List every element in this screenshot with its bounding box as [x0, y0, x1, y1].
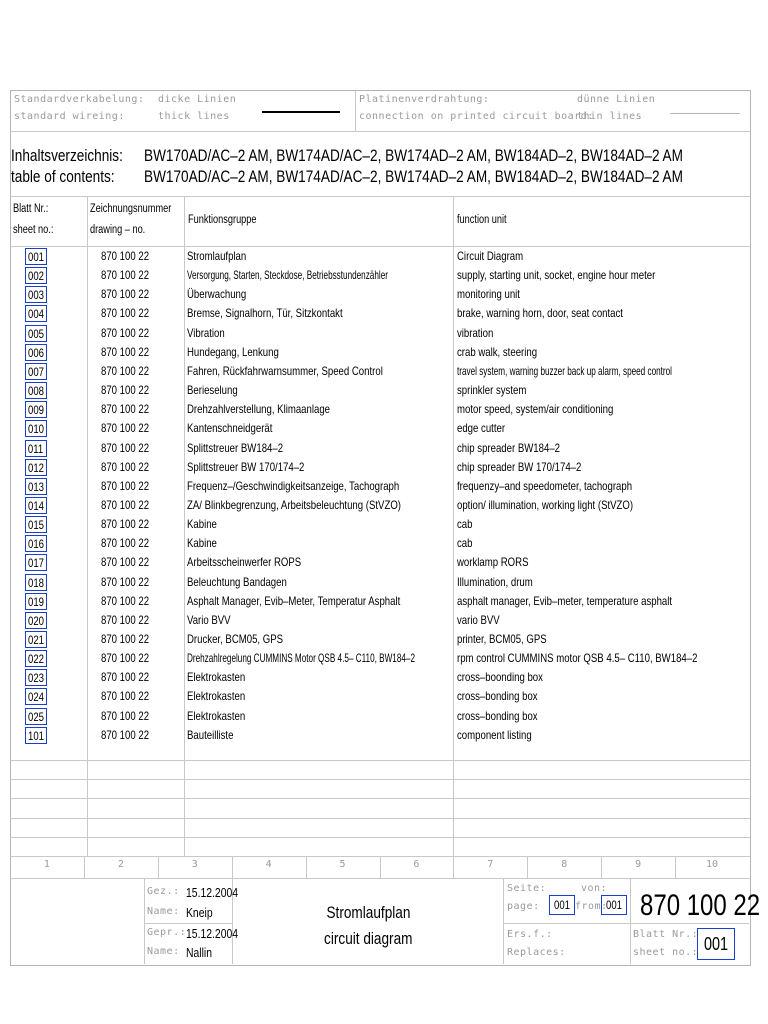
sheet-number-link[interactable]	[25, 286, 47, 303]
sheet-number: 022	[28, 652, 45, 667]
drawing-number-cell: 870 100 22	[101, 632, 150, 646]
drawing-number-cell: 870 100 22	[101, 363, 150, 378]
legend-standard-en: standard wireing:	[14, 111, 125, 122]
table-row	[0, 477, 768, 496]
column-index-number: 7	[487, 859, 494, 870]
thick-line-sample	[262, 111, 340, 113]
empty-row-rule	[10, 837, 750, 838]
sheet-number-link[interactable]	[25, 382, 47, 399]
function-unit-cell: cab	[457, 536, 473, 551]
sheet-number: 016	[28, 537, 45, 552]
table-row	[0, 611, 768, 630]
sheet-number-link[interactable]	[25, 574, 47, 591]
function-group-cell: Vario BVV	[187, 612, 231, 627]
sheet-number-link[interactable]	[25, 612, 47, 629]
function-unit-cell: asphalt manager, Evib–meter, temperature asphalt	[457, 593, 673, 608]
function-unit-cell: edge cutter	[457, 421, 506, 436]
function-unit-cell: option/ illumination, working light (StVZO)	[457, 497, 634, 512]
replaces-label-en: Replaces:	[507, 947, 566, 958]
drawing-number-cell: 870 100 22	[101, 727, 150, 742]
table-row	[0, 668, 768, 687]
sheet-number: 005	[28, 326, 45, 341]
table-row	[0, 419, 768, 438]
sheet-number: 017	[28, 556, 45, 571]
function-group-cell: Frequenz–/Geschwindigkeitsanzeige, Tachograph	[187, 478, 400, 493]
function-group-cell: Bremse, Signalhorn, Tür, Sitzkontakt	[187, 306, 343, 321]
sheet-number-link[interactable]	[25, 344, 47, 361]
tb-mid-rule-right	[503, 923, 749, 924]
checked-name-label: Name:	[147, 946, 180, 957]
function-group-cell: Bauteilliste	[187, 727, 234, 742]
replaces-label-de: Ers.f.:	[507, 929, 553, 940]
column-index-number: 10	[706, 859, 719, 870]
sheet-number-link[interactable]	[25, 363, 47, 380]
empty-row-rule	[10, 779, 750, 780]
sheet-number: 013	[28, 479, 45, 494]
function-unit-cell: motor speed, system/air conditioning	[457, 402, 614, 417]
legend-bottom-rule	[10, 131, 750, 132]
table-row	[0, 400, 768, 419]
header-group-de: Funktionsgruppe	[188, 214, 257, 226]
sheet-number: 010	[28, 422, 45, 437]
function-group-cell: Elektrokasten	[187, 689, 246, 704]
sheet-number-link[interactable]	[25, 631, 47, 648]
sheet-number: 021	[28, 633, 45, 647]
function-group-cell: ZA/ Blinkbegrenzung, Arbeitsbeleuchtung (StVZO)	[187, 497, 401, 512]
function-unit-cell: travel system, warning buzzer back up alarm, speed control	[457, 363, 672, 378]
sheet-number: 020	[28, 613, 45, 628]
sheet-number: 009	[28, 403, 45, 418]
sheet-number-link[interactable]	[25, 535, 47, 552]
from-label-en: from:	[575, 901, 608, 912]
table-row	[0, 649, 768, 668]
toc-label-de: Inhaltsverzeichnis:	[11, 146, 123, 165]
table-row	[0, 247, 768, 266]
drawing-number: 870 100 22	[640, 889, 761, 922]
sheet-number: 001	[28, 250, 45, 264]
sheet-number-link[interactable]	[25, 401, 47, 418]
drawing-number-cell: 870 100 22	[101, 517, 150, 532]
drawing-number-cell: 870 100 22	[101, 670, 150, 685]
column-index-divider	[601, 856, 602, 878]
page-label-de: Seite:	[507, 883, 547, 894]
table-row	[0, 687, 768, 706]
function-group-cell: Splittstreuer BW 170/174–2	[187, 459, 305, 474]
column-index-number: 9	[635, 859, 642, 870]
drawing-number-cell: 870 100 22	[101, 708, 150, 723]
legend-thin-de: dünne Linien	[577, 94, 656, 105]
legend-standard-de: Standardverkabelung:	[14, 94, 145, 105]
function-unit-cell: crab walk, steering	[457, 344, 538, 359]
sheet-number: 019	[28, 594, 45, 609]
page-value: 001	[553, 898, 571, 912]
legend-pcb-de: Platinenverdrahtung:	[359, 94, 490, 105]
table-row	[0, 343, 768, 362]
sheet-number-link[interactable]	[25, 593, 47, 610]
header-unit-en: function unit	[457, 214, 507, 226]
legend-thick-de: dicke Linien	[158, 94, 237, 105]
sheet-number-link[interactable]	[25, 267, 47, 284]
function-group-cell: Berieselung	[187, 383, 238, 398]
column-index-divider	[453, 856, 454, 878]
drawing-number-cell: 870 100 22	[101, 268, 150, 283]
table-row	[0, 266, 768, 285]
drawing-number-cell: 870 100 22	[101, 440, 150, 455]
sheet-number-link[interactable]	[25, 554, 47, 571]
function-unit-cell: rpm control CUMMINS motor QSB 4.5– C110, BW184–2	[457, 651, 698, 666]
checked-name: Nallin	[186, 945, 213, 960]
sheet-title-en	[233, 929, 503, 949]
function-group-cell: Asphalt Manager, Evib–Meter, Temperatur Asphalt	[187, 593, 401, 608]
table-row	[0, 515, 768, 534]
sheet-number-link[interactable]	[25, 727, 47, 744]
function-unit-cell: vario BVV	[457, 612, 500, 627]
empty-row-rule	[10, 760, 750, 761]
sheet-number: 012	[28, 460, 45, 475]
column-index-number: 2	[117, 859, 124, 870]
index-strip-bottom	[10, 878, 750, 879]
table-row	[0, 362, 768, 381]
from-value-box	[601, 895, 627, 915]
from-value: 001	[605, 898, 623, 912]
sheet-number: 011	[28, 441, 44, 456]
legend-thin-en: thin lines	[577, 111, 643, 122]
sheet-number-link[interactable]	[25, 459, 47, 476]
table-row	[0, 573, 768, 592]
sheet-number: 023	[28, 671, 45, 686]
empty-row-rule	[10, 798, 750, 799]
function-unit-cell: frequenzy–and speedometer, tachograph	[457, 478, 633, 493]
sheet-number-link[interactable]	[25, 516, 47, 533]
table-row	[0, 304, 768, 323]
drawing-number-cell: 870 100 22	[101, 306, 150, 321]
function-unit-cell: supply, starting unit, socket, engine hour meter	[457, 268, 656, 283]
table-row	[0, 553, 768, 572]
drawing-number-cell: 870 100 22	[101, 689, 150, 704]
column-index-divider	[675, 856, 676, 878]
function-group-cell: Stromlaufplan	[187, 249, 247, 263]
sheet-value: 001	[703, 934, 729, 954]
function-unit-cell: worklamp RORS	[457, 555, 529, 570]
empty-row-rule	[10, 818, 750, 819]
function-group-cell: Drehzahlverstellung, Klimaanlage	[187, 402, 331, 417]
drawing-number-cell: 870 100 22	[101, 344, 150, 359]
tb-divider-4	[630, 878, 631, 964]
function-unit-cell: Illumination, drum	[457, 574, 533, 589]
sheet-number: 014	[28, 498, 45, 513]
sheet-label-de: Blatt Nr.:	[633, 929, 699, 940]
legend-divider	[355, 91, 356, 131]
sheet-number: 015	[28, 518, 45, 533]
function-group-cell: Elektrokasten	[187, 708, 246, 723]
legend-pcb-en: connection on printed circuit board:	[359, 111, 594, 122]
from-label-de: von:	[581, 883, 608, 894]
header-sheet-en: sheet no.:	[13, 224, 54, 236]
table-row	[0, 630, 768, 649]
sheet-number-link[interactable]	[25, 708, 47, 725]
tb-divider-3	[503, 878, 504, 964]
page-label-en: page:	[507, 901, 540, 912]
header-sheet-de: Blatt Nr.:	[13, 203, 49, 215]
table-row	[0, 439, 768, 458]
sheet-number-link[interactable]	[25, 248, 47, 265]
sheet-number: 024	[28, 690, 45, 705]
sheet-number: 006	[28, 345, 45, 360]
function-group-cell: Kantenschneidgerät	[187, 421, 273, 436]
tb-mid-rule-left	[144, 923, 232, 924]
sheet-number-link[interactable]	[25, 478, 47, 495]
thin-line-sample	[670, 113, 740, 114]
sheet-value-box	[697, 928, 735, 960]
table-top-rule	[10, 196, 750, 197]
table-row	[0, 707, 768, 726]
drawing-number-cell: 870 100 22	[101, 536, 150, 551]
sheet-title-de-text: Stromlaufplan	[326, 903, 410, 922]
drawing-number-cell: 870 100 22	[101, 555, 150, 570]
sheet-number: 002	[28, 269, 45, 284]
table-row	[0, 381, 768, 400]
function-group-cell: Drucker, BCM05, GPS	[187, 632, 284, 646]
sheet-number: 003	[28, 288, 45, 303]
function-unit-cell: component listing	[457, 727, 532, 742]
drawing-number-cell: 870 100 22	[101, 478, 150, 493]
column-index-number: 5	[339, 859, 346, 870]
sheet-label-en: sheet no.:	[633, 947, 699, 958]
table-row	[0, 496, 768, 515]
drawn-name: Kneip	[186, 905, 213, 920]
tb-divider-1	[144, 878, 145, 964]
toc-models-en: BW170AD/AC–2 AM, BW174AD/AC–2, BW174AD–2 AM, BW184AD–2, BW184AD–2 AM	[144, 167, 683, 186]
sheet-title-en-text: circuit diagram	[323, 929, 413, 948]
drawing-number-cell: 870 100 22	[101, 612, 150, 627]
sheet-number: 004	[28, 307, 45, 322]
function-group-cell: Versorgung, Starten, Steckdose, Betriebsstundenzähler	[187, 268, 388, 283]
function-unit-cell: cross–boonding box	[457, 670, 543, 685]
function-group-cell: Überwachung	[187, 287, 247, 302]
drawing-number-cell: 870 100 22	[101, 421, 150, 436]
sheet-number-link[interactable]	[25, 688, 47, 705]
function-group-cell: Elektrokasten	[187, 670, 246, 685]
table-row	[0, 324, 768, 343]
column-index-divider	[380, 856, 381, 878]
table-row	[0, 726, 768, 745]
sheet-number: 101	[28, 728, 45, 743]
toc-models-de: BW170AD/AC–2 AM, BW174AD/AC–2, BW174AD–2 AM, BW184AD–2, BW184AD–2 AM	[144, 146, 683, 165]
column-index-number: 4	[265, 859, 272, 870]
header-drawing-en: drawing – no.	[90, 224, 146, 236]
drawn-label: Gez.:	[147, 886, 180, 897]
column-index-number: 1	[43, 859, 50, 870]
function-unit-cell: cab	[457, 517, 473, 532]
drawing-number-cell: 870 100 22	[101, 249, 150, 263]
drawing-number-cell: 870 100 22	[101, 325, 150, 340]
drawing-number-cell: 870 100 22	[101, 574, 150, 589]
table-row	[0, 592, 768, 611]
function-group-cell: Arbeitsscheinwerfer ROPS	[187, 555, 302, 570]
function-unit-cell: cross–bonding box	[457, 689, 538, 704]
function-group-cell: Drehzahlregelung CUMMINS Motor QSB 4.5– C110, BW184–2	[187, 651, 415, 666]
checked-date: 15.12.2004	[186, 926, 239, 941]
function-group-cell: Beleuchtung Bandagen	[187, 574, 287, 589]
sheet-title-de	[233, 903, 503, 923]
sheet-number: 008	[28, 384, 45, 399]
toc-label-en: table of contents:	[11, 167, 115, 186]
column-index-number: 3	[191, 859, 198, 870]
drawing-number-cell: 870 100 22	[101, 402, 150, 417]
drawing-number-cell: 870 100 22	[101, 651, 150, 666]
table-row	[0, 285, 768, 304]
sheet-number: 025	[28, 709, 45, 724]
function-unit-cell: cross–bonding box	[457, 708, 538, 723]
function-group-cell: Fahren, Rückfahrwarnsummer, Speed Control	[187, 363, 383, 378]
drawing-number-cell: 870 100 22	[101, 383, 150, 398]
table-row	[0, 534, 768, 553]
column-index-divider	[306, 856, 307, 878]
column-index-divider	[232, 856, 233, 878]
column-index-divider	[527, 856, 528, 878]
function-group-cell: Vibration	[187, 325, 225, 340]
column-index-number: 6	[413, 859, 420, 870]
sheet-number-link[interactable]	[25, 497, 47, 514]
function-unit-cell: monitoring unit	[457, 287, 520, 302]
function-group-cell: Splittstreuer BW184–2	[187, 440, 284, 455]
drawn-date: 15.12.2004	[186, 885, 239, 900]
function-unit-cell: brake, warning horn, door, seat contact	[457, 306, 623, 321]
column-index-divider	[84, 856, 85, 878]
function-unit-cell: chip spreader BW184–2	[457, 440, 560, 455]
checked-label: Gepr.:	[147, 927, 187, 938]
drawing-number-cell: 870 100 22	[101, 593, 150, 608]
sheet-number-link[interactable]	[25, 420, 47, 437]
sheet-number-link[interactable]	[25, 305, 47, 322]
drawn-name-label: Name:	[147, 906, 180, 917]
table-row	[0, 458, 768, 477]
function-unit-cell: chip spreader BW 170/174–2	[457, 459, 582, 474]
page-value-box	[549, 895, 575, 915]
function-unit-cell: vibration	[457, 325, 494, 340]
function-group-cell: Hundegang, Lenkung	[187, 344, 279, 359]
legend-thick-en: thick lines	[158, 111, 230, 122]
sheet-number: 018	[28, 575, 45, 590]
column-index-number: 8	[561, 859, 568, 870]
function-unit-cell: Circuit Diagram	[457, 249, 524, 263]
column-index-divider	[158, 856, 159, 878]
header-drawing-de: Zeichnungsnummer	[90, 203, 172, 215]
function-unit-cell: printer, BCM05, GPS	[457, 632, 547, 646]
function-group-cell: Kabine	[187, 517, 217, 532]
function-unit-cell: sprinkler system	[457, 383, 527, 398]
drawing-number-cell: 870 100 22	[101, 459, 150, 474]
sheet-number-link[interactable]	[25, 669, 47, 686]
sheet-number: 007	[28, 364, 45, 379]
drawing-number-cell: 870 100 22	[101, 497, 150, 512]
sheet-number-link[interactable]	[25, 440, 47, 457]
sheet-number-link[interactable]	[25, 650, 47, 667]
function-group-cell: Kabine	[187, 536, 217, 551]
sheet-number-link[interactable]	[25, 325, 47, 342]
drawing-number-cell: 870 100 22	[101, 287, 150, 302]
